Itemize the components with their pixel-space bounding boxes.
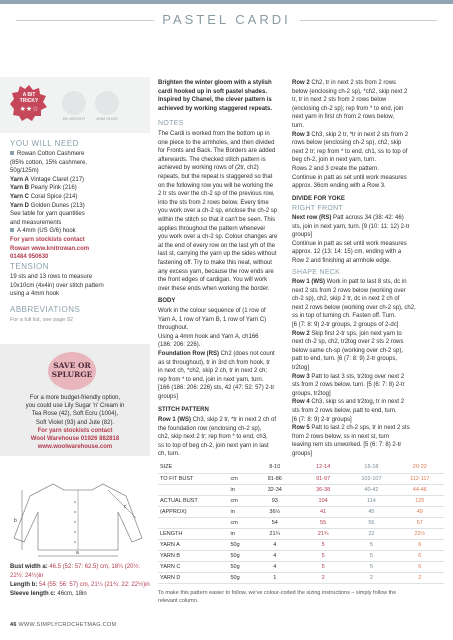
- skill-stars: ★★☆: [19, 106, 39, 113]
- table-row: LENGTH in 21¼ 21¾ 22 22½: [158, 528, 444, 539]
- skill-label: A BIT TRICKY: [19, 92, 39, 104]
- table-row: ACTUAL BUST cm 93 104 114 125: [158, 495, 444, 506]
- table-row: YARN C 50g 4 5 5 6: [158, 561, 444, 572]
- table-row: YARN A 50g 4 5 5 6: [158, 539, 444, 550]
- diagram-label-a: a: [76, 550, 79, 556]
- save-splurge-text: For a more budget-friendly option, you could use Lily Sugar 'n' Cream in Tea Rose (42), Soft Ecru (1004), Soft Violet (93) and Jute (82). For yarn stockists contact Wool Warehouse 01926 882818 www.woolwarehouse.com: [25, 395, 125, 451]
- need-heading: YOU WILL NEED: [10, 139, 79, 148]
- table-row: in 32-34 36-38 40-42 44-46: [158, 484, 444, 495]
- table-note: To make this pattern easier to follow, we've colour-coded the sizing instructions – simply follow the relevant column.: [158, 590, 397, 604]
- abbrev-heading: ABBREVIATIONS: [10, 305, 81, 314]
- body-heading: BODY: [158, 298, 176, 304]
- title-rule-right: [300, 20, 437, 21]
- body-text: Work in the colour sequence of (1 row of Yarn A, 1 row of Yarn B, 1 row of Yarn C) throughout. Using a 4mm hook and Yarn A, ch166 (186: 206: 226). Foundation Row (RS) Ch2 (does not count as st throughout), tr in 3rd ch from hook, tr in next ch, *ch2, skip 2 ch, tr in next 2 ch; rep from * to end, join in next yarn, turn. [166 (186: 206: 226) sts, 42 (47: 52: 57) 2-tr groups]: [158, 308, 275, 400]
- diagram-label-b: b: [14, 518, 17, 524]
- tension-text: 19 sts and 13 rows to measure 10x10cm (4x4in) over stitch pattern using a 4mm hook: [10, 274, 104, 298]
- skill-badge: [10, 84, 48, 122]
- table-row: TO FIT BUST cm 81-86 91-97 102-107 112-117: [158, 473, 444, 484]
- notes-heading: NOTES: [158, 120, 184, 127]
- tension-heading: TENSION: [10, 262, 50, 271]
- shape-neck-text: Row 1 (WS) Work in patt to last 8 sts, dc in next 2 sts from 2 rows below (working over ch-2 sp), ch2, skip 2 tr, dc in next 2 ch of next 2 rows below (working over ch-2 sp), ch2, ss in top of turning ch. Fasten off. Turn. [6 (7: 8: 9) 2-tr groups, 2 groups of 2-dc] Row 2 Skip first 2-tr sps, join next yarn to next ch-2 sp, ch2, tr2tog over 2 sts 2 rows below same ch-sp (working over ch-2 sp), patt to end, turn. [6 (7: 8: 9) 2-tr groups, tr2tog] Row 3 Patt to last 3 sts, tr2tog over next 2 sts from 2 rows below, turn. [5 (6: 7: 8) 2-tr groups, tr2tog] Row 4 Ch3, skip ss and tr2tog, tr in next 2 sts from 2 rows below, patt to end, turn. [6 (7: 8: 9) 2-tr groups] Row 5 Patt to last 2 ch-2 sps, tr in next 2 sts from 2 rows below, ss in next st, turn leaving rem sts unworked. [5 (6: 7: 8) 2-tr groups]: [292, 279, 416, 457]
- abbrev-text: For a full list, see page 92: [10, 317, 73, 323]
- page-title: PASTEL CARDI: [162, 12, 291, 27]
- divide-text: Next row (RS) Patt across 34 (38: 42: 46) sts, join in next yarn, turn. [9 (10: 11: 12) 2-tr groups] Continue in patt as set until work measures approx. 12 (13: 14: 15) cm, ending with a Row 2 and finishing at armhole edge.: [292, 215, 410, 264]
- bullet-icon: [10, 151, 14, 155]
- table-row: YARN B 50g 4 5 5 6: [158, 550, 444, 561]
- measurements: Bust width a: 46.5 (52: 57: 62.5) cm, 18¼ (20½: 22½: 24½)in Length b: 54 (55: 56: 57) cm, 21¼ (21¾: 22: 22½)in Sleeve length c: 46cm, 18in: [10, 564, 150, 597]
- cardigan-diagram: [8, 468, 148, 560]
- stitch-heading: STITCH PATTERN: [158, 407, 209, 413]
- stitch-text: Row 1 (WS) Ch3, skip 2 tr, *tr in next 2 ch of the foundation row (enclosing ch-2 sp), ch2, skip next 2 tr; rep from * to end, ch3, ss to top of beg ch-2, join next yarn in last ch, turn.: [158, 417, 277, 458]
- table-row: SIZE 8-10 12-14 16-18 20-22: [158, 462, 444, 473]
- right-front-heading: RIGHT FRONT: [292, 205, 344, 212]
- hook-icon: [95, 91, 119, 115]
- save-splurge-title: SAVE OR SPLURGE: [51, 361, 93, 379]
- hook-size-label: 4MM HOOK: [96, 116, 118, 121]
- table-row: cm 54 55 56 57: [158, 517, 444, 528]
- dk-weight-label: DK WEIGHT: [62, 116, 86, 121]
- need-list: Rowan Cotton Cashmere (85% cotton, 15% cashmere, 50g/125m) Yarn A Vintage Claret (217) Yarn B Pearly Pink (216) Yarn C Coral Spice (214) Yarn D Golden Dunes (213) See table for yarn quantities and measurements A 4mm (US G/6) hook For yarn stockists contact Rowan www.knitrowan.com 01484 950630: [10, 151, 90, 261]
- divide-heading: DIVIDE FOR YOKE: [292, 196, 345, 202]
- shape-neck-heading: SHAPE NECK: [292, 269, 341, 276]
- dk-weight-icon: [62, 91, 86, 115]
- top-accent-bar: [0, 0, 453, 4]
- table-row: YARN D 50g 1 2 2 2: [158, 572, 444, 583]
- bullet-icon: [10, 228, 14, 232]
- pattern-rows-2-3: Row 2 Ch2, tr in next 2 sts from 2 rows below (enclosing ch-2 sp), *ch2, skip next 2 tr, tr in next 2 sts from 2 rows below (enclosing ch-2 sp); rep from * to end, join next yarn in first ch from 2 rows below, turn. Row 3 Ch3, skip 2 tr, *tr in next 2 sts from 2 rows below (enclosing ch-2 sp), ch2, skip next 2 tr; rep from * to end, ch1, ss to top of beg ch-2, join in next yarn, turn. Rows 2 and 3 create the pattern. Continue in patt as set until work measures approx. 36cm ending with a Row 3.: [292, 80, 409, 190]
- intro-text: Brighten the winter gloom with a stylish cardi hooked up in soft pastel shades. Inspired by Chanel, the clever pattern is achieved by working staggered repeats.: [158, 80, 273, 112]
- notes-text: The Cardi is worked from the bottom up in one piece to the armholes, and then divided for Fronts and Back. The Borders are added afterwards. The checked stitch pattern is achieved by working rows of (2tr, ch2) repeats, but the repeat is staggered so that on the following row you will be working the 2 tr sts over the ch-2 sp of the previous row, into the sts from 2 rows below. Every time you work over a ch-2 sp, enclose the ch-2 sp within the stitch so that it can't be seen. This applies throughout the pattern whenever you work over a ch-2 sp. Colour changes are at the end of every row on the last yrh of the last st, carrying the yarn up the sides without fastening off. Try to make this neat, without any excess yarn, because the row ends are the front edges of cardigan. You will work over these ends when working the border.: [158, 131, 278, 292]
- table-row: (APPROX) in 36½ 41 45 49: [158, 506, 444, 517]
- sizes-table: [158, 462, 444, 584]
- diagram-label-c: c: [124, 504, 127, 510]
- page-footer: 46 WWW.SIMPLYCROCHETMAG.COM: [10, 622, 117, 628]
